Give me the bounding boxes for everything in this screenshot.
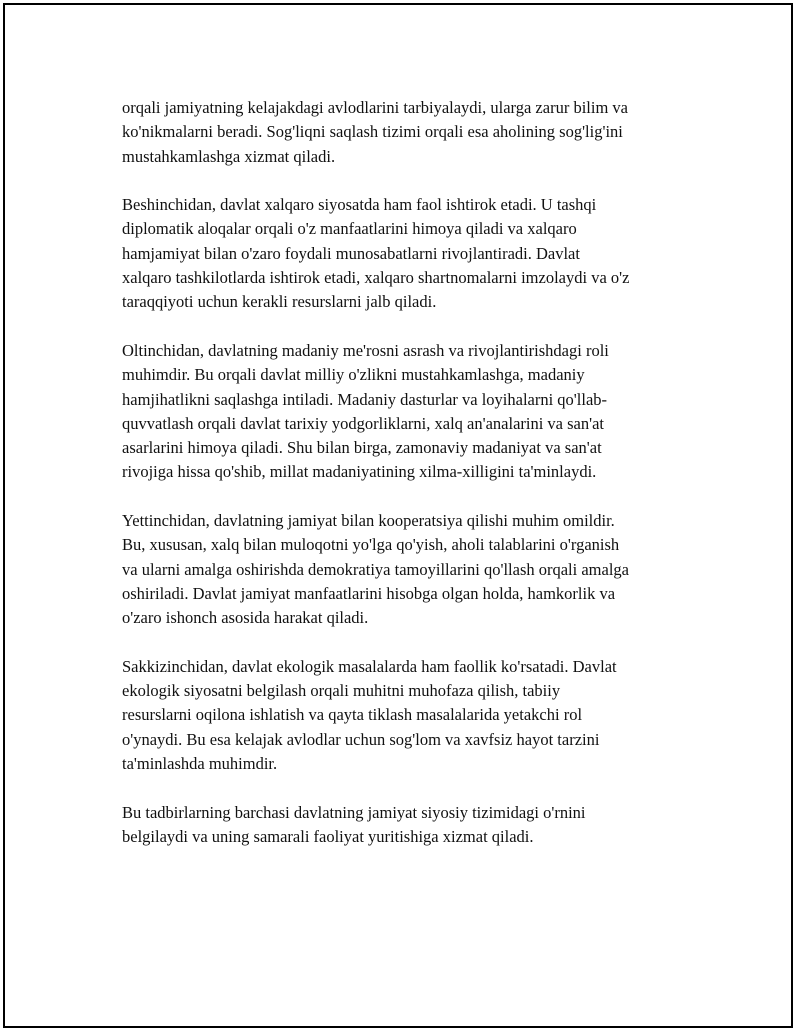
text-line: ekologik siyosatni belgilash orqali muhitni muhofaza qilish, tabiiy [122, 681, 561, 701]
text-line: hamjihatlikni saqlashga intiladi. Madaniy dasturlar va loyihalarni qo'llab- [122, 389, 608, 409]
text-line: Beshinchidan, davlat xalqaro siyosatda ham faol ishtirok etadi. U tashqi [122, 195, 597, 215]
paragraph-2 [122, 193, 692, 314]
paragraph-4 [122, 509, 692, 630]
text-line: o'zaro ishonch asosida harakat qiladi. [122, 608, 369, 628]
text-line: taraqqiyoti uchun kerakli resurslarni jalb qiladi. [122, 292, 437, 312]
paragraph-5 [122, 655, 692, 776]
text-line: ko'nikmalarni beradi. Sog'liqni saqlash tizimi orqali esa aholining sog'lig'ini [122, 122, 623, 142]
text-line: oshiriladi. Davlat jamiyat manfaatlarini hisobga olgan holda, hamkorlik va [122, 583, 616, 603]
text-line: Oltinchidan, davlatning madaniy me'rosni asrash va rivojlantirishdagi roli [122, 340, 609, 360]
paragraph-1 [122, 96, 692, 169]
text-line: resurslarni oqilona ishlatish va qayta tiklash masalalarida yetakchi rol [122, 705, 583, 725]
text-line: muhimdir. Bu orqali davlat milliy o'zlikni mustahkamlashga, madaniy [122, 365, 585, 385]
text-line: asarlarini himoya qiladi. Shu bilan birga, zamonaviy madaniyat va san'at [122, 438, 602, 458]
document-body [122, 96, 692, 874]
text-line: quvvatlash orqali davlat tarixiy yodgorliklarni, xalq an'analarini va san'at [122, 413, 605, 433]
text-line: orqali jamiyatning kelajakdagi avlodlarini tarbiyalaydi, ularga zarur bilim va [122, 98, 628, 117]
paragraph-6 [122, 801, 692, 850]
text-line: xalqaro tashkilotlarda ishtirok etadi, xalqaro shartnomalarni imzolaydi va o'z [122, 268, 630, 288]
paragraph-3 [122, 339, 692, 485]
text-line: mustahkamlashga xizmat qiladi. [122, 146, 336, 166]
text-line: hamjamiyat bilan o'zaro foydali munosabatlarni rivojlantiradi. Davlat [122, 243, 580, 263]
text-line: o'ynaydi. Bu esa kelajak avlodlar uchun sog'lom va xavfsiz hayot tarzini [122, 729, 600, 749]
text-line: Bu tadbirlarning barchasi davlatning jamiyat siyosiy tizimidagi o'rnini [122, 802, 586, 822]
text-line: diplomatik aloqalar orqali o'z manfaatlarini himoya qiladi va xalqaro [122, 219, 577, 239]
text-line: Bu, xususan, xalq bilan muloqotni yo'lga qo'yish, aholi talablarini o'rganish [122, 535, 620, 555]
text-line: belgilaydi va uning samarali faoliyat yuritishiga xizmat qiladi. [122, 826, 534, 846]
text-line: va ularni amalga oshirishda demokratiya tamoyillarini qo'llash orqali amalga [122, 559, 629, 579]
page-frame [3, 3, 793, 1028]
text-line: rivojiga hissa qo'shib, millat madaniyatining xilma-xilligini ta'minlaydi. [122, 462, 597, 482]
text-line: ta'minlashda muhimdir. [122, 754, 278, 774]
text-line: Yettinchidan, davlatning jamiyat bilan kooperatsiya qilishi muhim omildir. [122, 511, 615, 531]
text-line: Sakkizinchidan, davlat ekologik masalalarda ham faollik ko'rsatadi. Davlat [122, 656, 617, 676]
